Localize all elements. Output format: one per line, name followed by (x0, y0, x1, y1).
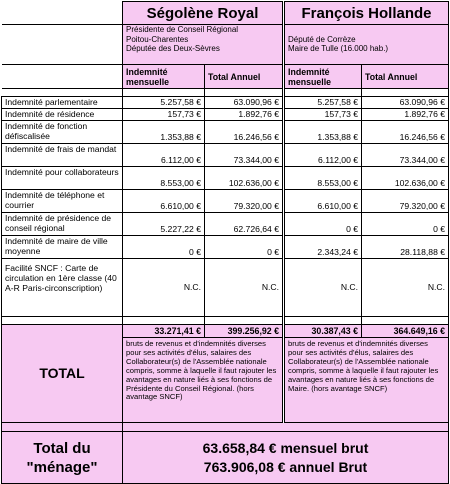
row-label: Indemnité de fonction défiscalisée (2, 121, 123, 144)
cell-value: 16.246,56 € (205, 121, 284, 144)
title-line: Présidente de Conseil Régional (126, 25, 239, 34)
total-monthly-hollande: 30.387,43 € (284, 325, 362, 338)
col-header-monthly-royal: Indemnité mensuelle (123, 65, 205, 89)
table-row (2, 167, 449, 190)
menage-values (123, 432, 449, 484)
candidate-name-hollande: François Hollande (284, 2, 449, 25)
menage-label: Total du "ménage" (2, 432, 123, 484)
cell-value: N.C. (362, 259, 449, 317)
cell-value: 0 € (123, 236, 205, 259)
cell-value: 5.257,58 € (284, 97, 362, 109)
row-label: Indemnité parlementaire (2, 97, 123, 109)
table-row (2, 144, 449, 167)
col-header-annual-royal: Total Annuel (205, 65, 284, 89)
total-annual-royal: 399.256,92 € (205, 325, 284, 338)
cell-value: 0 € (205, 236, 284, 259)
cell-value: 8.553,00 € (284, 167, 362, 190)
cell-value: N.C. (284, 259, 362, 317)
cell-value: 1.892,76 € (362, 109, 449, 121)
cell-value: 0 € (362, 213, 449, 236)
row-label: Indemnité de présidence de conseil régional (2, 213, 123, 236)
col-header-annual-hollande: Total Annuel (362, 65, 449, 89)
title-line: Député de Corrèze (288, 34, 356, 44)
cell-value: 62.726,64 € (205, 213, 284, 236)
row-label: Indemnité de résidence (2, 109, 123, 121)
total-note-hollande: bruts de revenus et d'indemnités diverses pour ses activités d'élus, salaires des Collaborateur(s) de l'Assemblée nationale compris, somme à laquelle il faut rajouter les avantages en nature liés à ses fonctions de Maire. (hors avantage SNCF) (284, 338, 449, 423)
menage-monthly: 63.658,84 € mensuel brut (202, 439, 369, 456)
cell-value: 79.320,00 € (362, 190, 449, 213)
total-label: TOTAL (2, 325, 123, 423)
income-comparison-table (1, 1, 449, 484)
row-label: Indemnité de téléphone et courrier (2, 190, 123, 213)
cell-value: 79.320,00 € (205, 190, 284, 213)
cell-value: 73.344,00 € (205, 144, 284, 167)
candidate-name-royal: Ségolène Royal (123, 2, 284, 25)
cell-value: N.C. (205, 259, 284, 317)
table-row (2, 213, 449, 236)
cell-value: 63.090,96 € (362, 97, 449, 109)
row-label: Facilité SNCF : Carte de circulation en 1ère classe (40 A-R Paris-circonscription) (2, 259, 123, 317)
row-label: Indemnité de frais de mandat (2, 144, 123, 167)
cell-value: 102.636,00 € (205, 167, 284, 190)
cell-value: 5.257,58 € (123, 97, 205, 109)
cell-value: 5.227,22 € (123, 213, 205, 236)
corner-blank-2 (2, 25, 123, 65)
cell-value: 157,73 € (123, 109, 205, 121)
menage-annual: 763.906,08 € annuel Brut (203, 458, 368, 475)
candidate-titles-royal (123, 25, 284, 65)
table-row (2, 190, 449, 213)
cell-value: 1.353,88 € (123, 121, 205, 144)
cell-value: 73.344,00 € (362, 144, 449, 167)
table-row (2, 259, 449, 317)
corner-blank (2, 2, 123, 25)
row-label: Indemnité pour collaborateurs (2, 167, 123, 190)
cell-value: 102.636,00 € (362, 167, 449, 190)
total-note-royal: bruts de revenus et d'indemnités diverses pour ses activités d'élus, salaires des Collaborateur(s) de l'Assemblée nationale compris, somme à laquelle il faut rajouter les avantages en nature liés à ses fonctions de Présidente du Conseil Régional. (hors avantage SNCF) (123, 338, 284, 423)
cell-value: 28.118,88 € (362, 236, 449, 259)
table-row (2, 121, 449, 144)
title-line: Poitou-Charentes (126, 34, 189, 44)
corner-blank-3 (2, 65, 123, 89)
table-row (2, 109, 449, 121)
col-header-monthly-hollande: Indemnité mensuelle (284, 65, 362, 89)
cell-value: 1.353,88 € (284, 121, 362, 144)
cell-value: N.C. (123, 259, 205, 317)
cell-value: 2.343,24 € (284, 236, 362, 259)
table-row (2, 236, 449, 259)
table-row (2, 97, 449, 109)
cell-value: 6.610,00 € (284, 190, 362, 213)
row-label: Indemnité de maire de ville moyenne (2, 236, 123, 259)
total-annual-hollande: 364.649,16 € (362, 325, 449, 338)
candidate-titles-hollande (284, 25, 449, 65)
cell-value: 0 € (284, 213, 362, 236)
cell-value: 8.553,00 € (123, 167, 205, 190)
title-line: Maire de Tulle (16.000 hab.) (288, 44, 389, 54)
cell-value: 1.892,76 € (205, 109, 284, 121)
total-monthly-royal: 33.271,41 € (123, 325, 205, 338)
cell-value: 6.112,00 € (284, 144, 362, 167)
cell-value: 16.246,56 € (362, 121, 449, 144)
cell-value: 157,73 € (284, 109, 362, 121)
cell-value: 6.610,00 € (123, 190, 205, 213)
cell-value: 63.090,96 € (205, 97, 284, 109)
title-line: Députée des Deux-Sèvres (126, 44, 220, 54)
cell-value: 6.112,00 € (123, 144, 205, 167)
